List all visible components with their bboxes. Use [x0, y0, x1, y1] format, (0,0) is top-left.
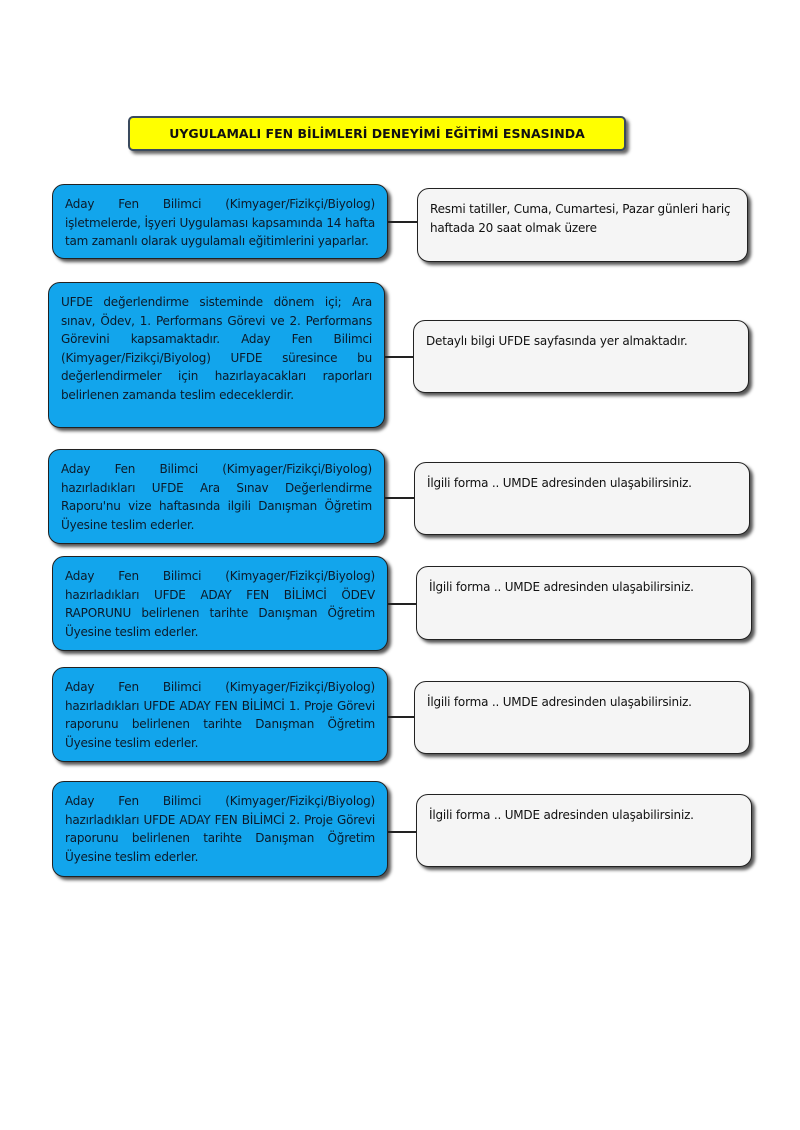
step-box-5: Aday Fen Bilimci (Kimyager/Fizikçi/Biyolog) hazırladıkları UFDE ADAY FEN BİLİMCİ 1. Proje Görevi raporunu belirlenen tarihte Danışman Öğretim Üyesine teslim ederler. [52, 667, 388, 762]
step-box-2: UFDE değerlendirme sisteminde dönem içi; Ara sınav, Ödev, 1. Performans Görevi ve 2. Performans Görevini kapsamaktadır. Aday Fen Bilimci (Kimyager/Fizikçi/Biyolog) UFDE süresince bu değerlendirmeler için hazırlayacakları raporları belirlenen zamanda teslim edeceklerdir. [48, 282, 385, 428]
note-box-5: İlgili forma .. UMDE adresinden ulaşabilirsiniz. [414, 681, 750, 754]
connector-line-1 [388, 221, 417, 223]
connector-line-4 [388, 603, 416, 605]
connector-line-3 [385, 497, 414, 499]
note-box-6: İlgili forma .. UMDE adresinden ulaşabilirsiniz. [416, 794, 752, 867]
title-text: UYGULAMALI FEN BİLİMLERİ DENEYİMİ EĞİTİMİ ESNASINDA [169, 126, 585, 141]
step-box-1: Aday Fen Bilimci (Kimyager/Fizikçi/Biyolog) işletmelerde, İşyeri Uygulaması kapsamında 14 hafta tam zamanlı olarak uygulamalı eğitimlerini yaparlar. [52, 184, 388, 259]
step-box-6: Aday Fen Bilimci (Kimyager/Fizikçi/Biyolog) hazırladıkları UFDE ADAY FEN BİLİMCİ 2. Proje Görevi raporunu belirlenen tarihte Danışman Öğretim Üyesine teslim ederler. [52, 781, 388, 877]
note-box-2: Detaylı bilgi UFDE sayfasında yer almaktadır. [413, 320, 749, 393]
step-box-4: Aday Fen Bilimci (Kimyager/Fizikçi/Biyolog) hazırladıkları UFDE ADAY FEN BİLİMCİ ÖDEV RAPORUNU belirlenen tarihte Danışman Öğretim Üyesine teslim ederler. [52, 556, 388, 651]
connector-line-2 [385, 356, 413, 358]
connector-line-5 [388, 716, 414, 718]
connector-line-6 [388, 831, 416, 833]
step-box-3: Aday Fen Bilimci (Kimyager/Fizikçi/Biyolog) hazırladıkları UFDE Ara Sınav Değerlendirme Raporu'nu vize haftasında ilgili Danışman Öğretim Üyesine teslim ederler. [48, 449, 385, 544]
note-box-3: İlgili forma .. UMDE adresinden ulaşabilirsiniz. [414, 462, 750, 535]
note-box-1: Resmi tatiller, Cuma, Cumartesi, Pazar günleri hariç haftada 20 saat olmak üzere [417, 188, 748, 262]
page-title [128, 116, 626, 151]
note-box-4: İlgili forma .. UMDE adresinden ulaşabilirsiniz. [416, 566, 752, 640]
